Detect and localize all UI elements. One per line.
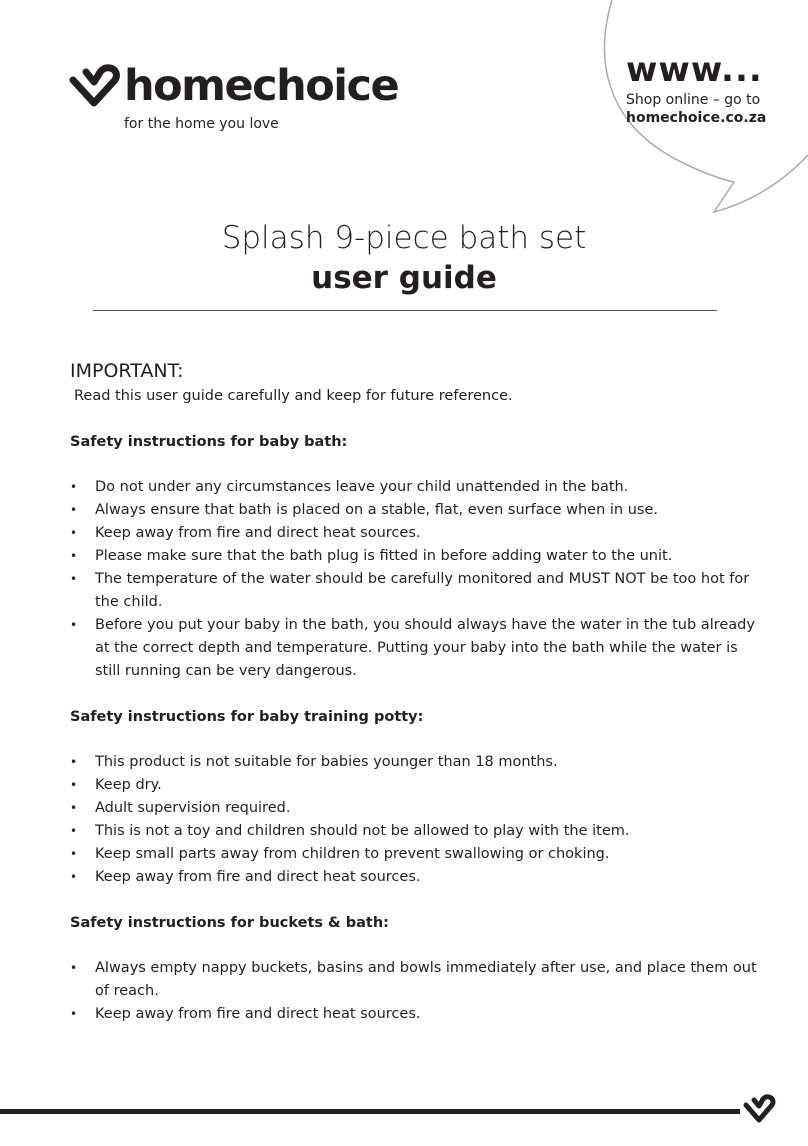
shop-online-text: Shop online – go to xyxy=(626,92,761,108)
www-label: www... xyxy=(626,50,763,90)
important-text: Read this user guide carefully and keep for future reference. xyxy=(74,388,513,404)
document-subtitle: user guide xyxy=(311,260,497,296)
section-title: Safety instructions for baby training potty: xyxy=(70,709,424,725)
section-title: Safety instructions for buckets & bath: xyxy=(70,915,389,931)
bullet-list xyxy=(70,957,760,1026)
brand-tagline: for the home you love xyxy=(124,116,279,132)
footer-rule xyxy=(0,1109,740,1114)
bubble-content xyxy=(626,52,806,126)
document-title: Splash 9-piece bath set xyxy=(221,220,587,256)
list-item: • Before you put your baby in the bath, you should always have the water in the tub already at the correct depth and temperature. Putting your baby into the bath while the water is still running can be very dangerous. xyxy=(70,614,760,683)
guide-content xyxy=(70,358,760,1026)
list-item: • Adult supervision required. xyxy=(70,797,760,820)
heart-check-icon xyxy=(68,64,120,108)
list-item: • The temperature of the water should be carefully monitored and MUST NOT be too hot for the child. xyxy=(70,568,760,614)
section-title: Safety instructions for baby bath: xyxy=(70,434,348,450)
bullet-list xyxy=(70,476,760,683)
list-item: • Keep away from fire and direct heat sources. xyxy=(70,522,760,545)
list-item: • This is not a toy and children should not be allowed to play with the item. xyxy=(70,820,760,843)
heart-check-icon xyxy=(742,1094,776,1124)
title-divider xyxy=(93,310,717,311)
list-item: • Always empty nappy buckets, basins and bowls immediately after use, and place them out of reach. xyxy=(70,957,760,1003)
important-heading: IMPORTANT: xyxy=(70,360,184,382)
list-item: • This product is not suitable for babies younger than 18 months. xyxy=(70,751,760,774)
list-item: • Do not under any circumstances leave your child unattended in the bath. xyxy=(70,476,760,499)
document-title-block xyxy=(0,218,808,298)
bullet-list xyxy=(70,751,760,889)
website-url: homechoice.co.za xyxy=(626,110,767,126)
list-item: • Keep away from fire and direct heat sources. xyxy=(70,1003,760,1026)
list-item: • Keep small parts away from children to prevent swallowing or choking. xyxy=(70,843,760,866)
brand-logo xyxy=(68,62,398,132)
list-item: • Please make sure that the bath plug is fitted in before adding water to the unit. xyxy=(70,545,760,568)
list-item: • Keep away from fire and direct heat sources. xyxy=(70,866,760,889)
list-item: • Always ensure that bath is placed on a stable, flat, even surface when in use. xyxy=(70,499,760,522)
list-item: • Keep dry. xyxy=(70,774,760,797)
brand-name: homechoice xyxy=(124,61,399,111)
